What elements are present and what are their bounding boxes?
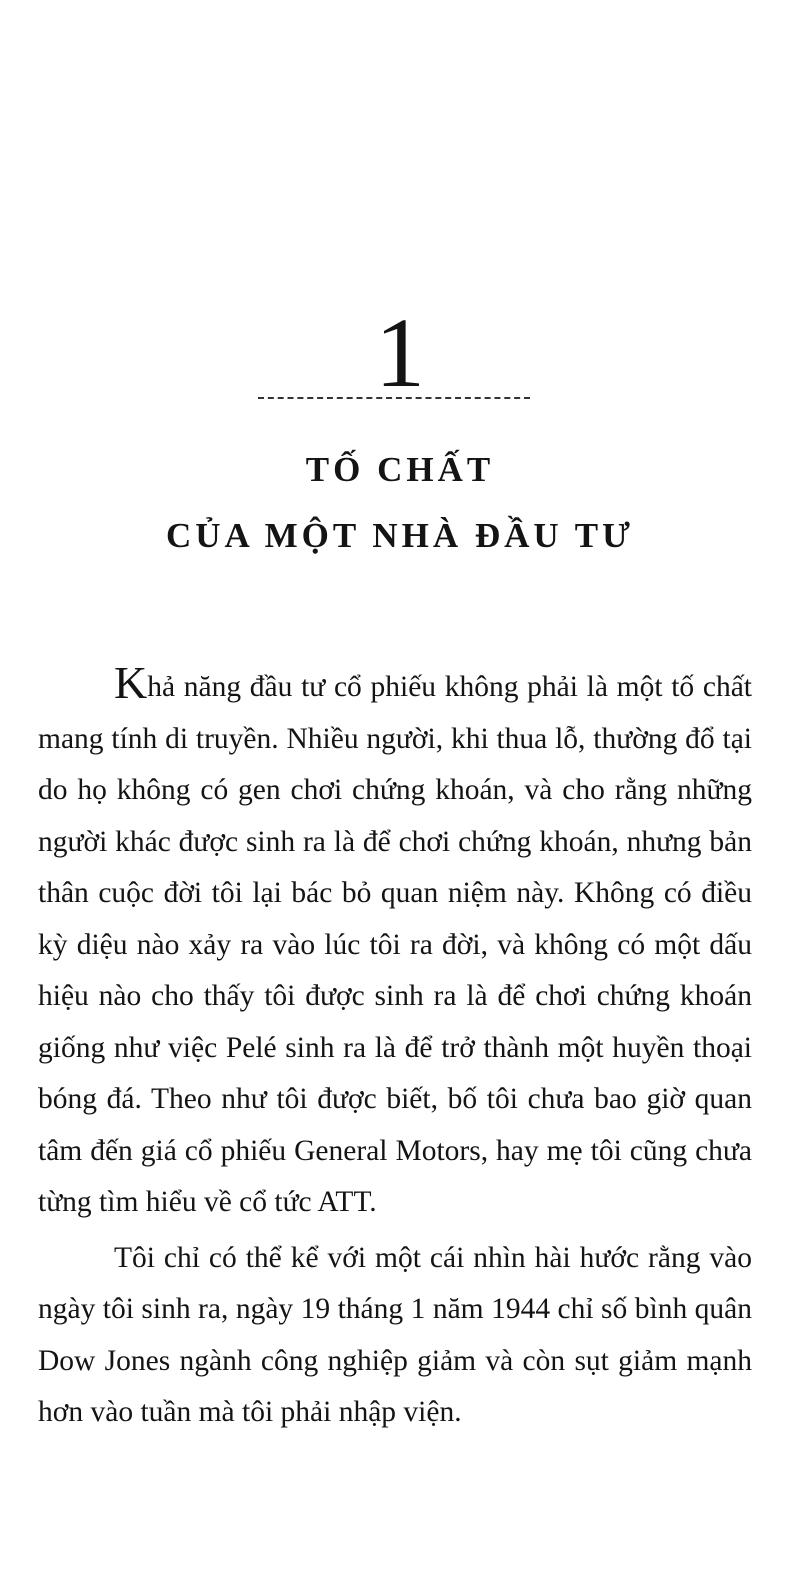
drop-initial: K: [114, 657, 148, 708]
paragraph-2: [38, 1233, 752, 1439]
chapter-title-line-2: CỦA MỘT NHÀ ĐẦU TƯ: [165, 516, 635, 555]
chapter-title-line-1: TỐ CHẤT: [305, 450, 495, 489]
chapter-body: [38, 657, 752, 1439]
paragraph-2-text: Tôi chỉ có thể kể với một cái nhìn hài hước rằng vào ngày tôi sinh ra, ngày 19 tháng 1 năm 1944 chỉ số bình quân Dow Jones ngành công nghiệp giảm và còn sụt giảm mạnh hơn vào tuần mà tôi phải nhập viện.: [38, 1241, 752, 1428]
paragraph-1-text: hả năng đầu tư cổ phiếu không phải là một tố chất mang tính di truyền. Nhiều người, khi thua lỗ, thường đổ tại do họ không có gen chơi chứng khoán, và cho rằng những người khác được sinh ra là để chơi chứng khoán, nhưng bản thân cuộc đời tôi lại bác bỏ quan niệm này. Không có điều kỳ diệu nào xảy ra vào lúc tôi ra đời, và không có một dấu hiệu nào cho thấy tôi được sinh ra là để chơi chứng khoán giống như việc Pelé sinh ra là để trở thành một huyền thoại bóng đá. Theo như tôi được biết, bố tôi chưa bao giờ quan tâm đến giá cổ phiếu General Motors, hay mẹ tôi cũng chưa từng tìm hiểu về cổ tức ATT.: [38, 671, 752, 1218]
chapter-divider: [258, 397, 530, 399]
chapter-number: 1: [375, 297, 425, 408]
paragraph-1: [38, 657, 752, 1229]
